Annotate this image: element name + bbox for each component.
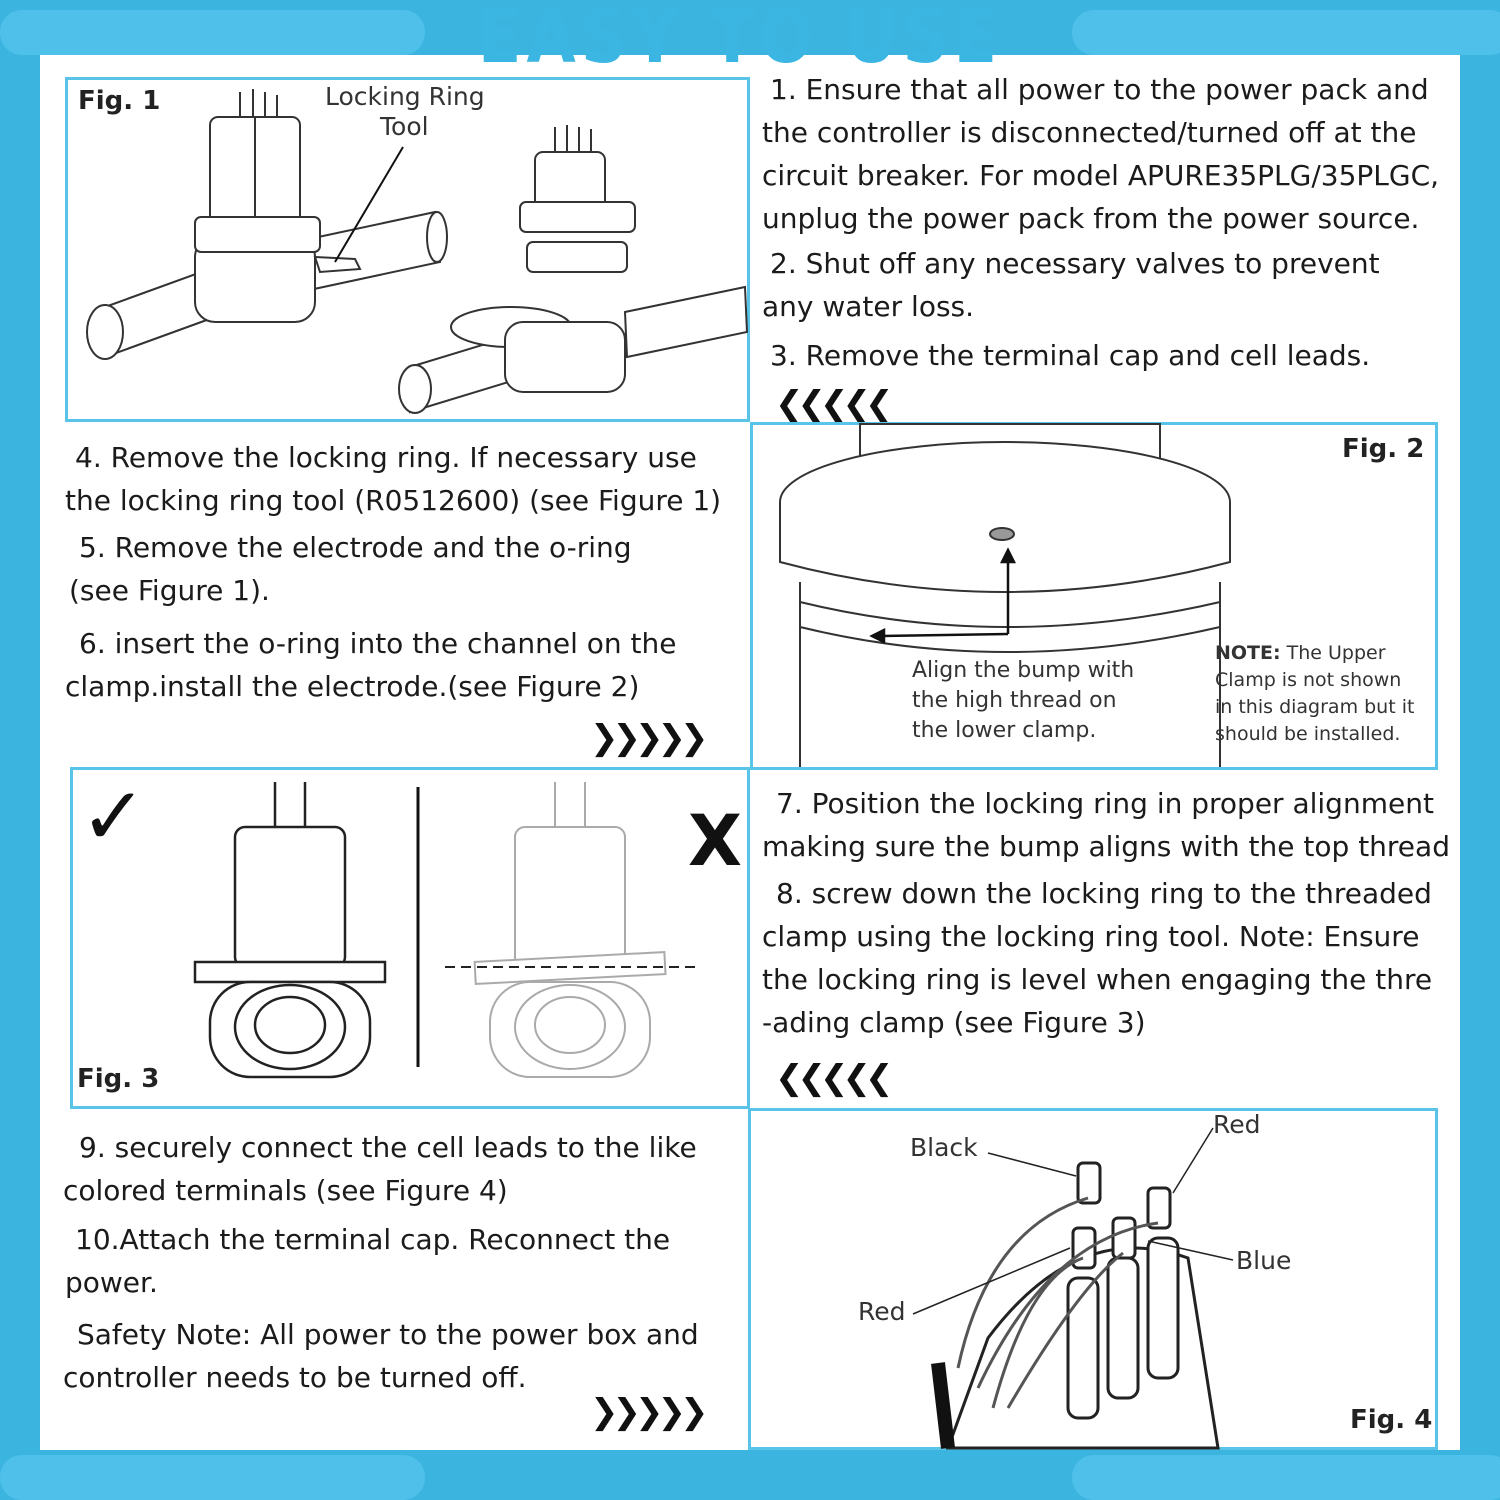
fig1-callout-line1: Locking Ring: [325, 82, 485, 111]
align-note-line: the high thread on: [912, 688, 1117, 713]
step-line: 2. Shut off any necessary valves to prevent: [770, 247, 1380, 280]
note-line: The Upper: [1286, 642, 1386, 664]
step-line: making sure the bump aligns with the top thread: [762, 830, 1450, 863]
frame-bar-top-left: [0, 10, 425, 55]
frame-bar-bottom-left: [0, 1455, 425, 1500]
step-line: power.: [65, 1266, 158, 1299]
step-line: 9. securely connect the cell leads to the like: [79, 1131, 697, 1164]
align-note-line: Align the bump with: [912, 658, 1135, 683]
step-line: the controller is disconnected/turned off at the: [762, 116, 1417, 149]
fig2-align-note: [912, 656, 1134, 746]
lead-label-blue: Blue: [1236, 1246, 1292, 1275]
fig2-label: Fig. 2: [1342, 434, 1425, 464]
step-line: colored terminals (see Figure 4): [63, 1174, 508, 1207]
frame-bar-top-right: [1072, 10, 1500, 55]
fig2-note: [1215, 640, 1414, 748]
note-line: in this diagram but it: [1215, 696, 1415, 718]
arrows-right-icon: ❯❯❯❯❯: [590, 1392, 703, 1432]
arrows-right-icon: ❯❯❯❯❯: [590, 718, 703, 758]
correct-check-icon: ✓: [80, 770, 148, 863]
step-line: circuit breaker. For model APURE35PLG/35PLGC,: [762, 159, 1440, 192]
step-line: any water loss.: [762, 290, 975, 323]
lead-label-black: Black: [910, 1133, 978, 1162]
arrows-left-icon: ❮❮❮❮❮: [775, 384, 888, 424]
fig1-illustration: [65, 77, 750, 422]
step-line: 7. Position the locking ring in proper alignment: [776, 787, 1434, 820]
fig4-illustration: [748, 1108, 1438, 1450]
fig1-label: Fig. 1: [78, 86, 161, 116]
step-line: the locking ring is level when engaging the thre: [762, 963, 1433, 996]
step-line: (see Figure 1).: [69, 574, 270, 607]
fig3-illustration: [70, 767, 750, 1109]
fig4-label: Fig. 4: [1350, 1405, 1433, 1435]
frame-bar-bottom-right: [1072, 1455, 1500, 1500]
step-line: clamp using the locking ring tool. Note: Ensure: [762, 920, 1420, 953]
step-line: 4. Remove the locking ring. If necessary use: [75, 441, 697, 474]
step-line: clamp.install the electrode.(see Figure 2): [65, 670, 640, 703]
step-line: unplug the power pack from the power source.: [762, 202, 1420, 235]
wrong-x-icon: X: [688, 800, 742, 882]
step-line: 10.Attach the terminal cap. Reconnect the: [75, 1223, 671, 1256]
step-line: the locking ring tool (R0512600) (see Figure 1): [65, 484, 722, 517]
steps-7-8: [762, 782, 1462, 1044]
fig1-callout-line2: Tool: [380, 112, 429, 141]
note-line: should be installed.: [1215, 723, 1401, 745]
lead-label-red-left: Red: [858, 1297, 906, 1326]
align-note-line: the lower clamp.: [912, 718, 1097, 743]
lead-label-red-top: Red: [1213, 1110, 1261, 1139]
step-line: 5. Remove the electrode and the o-ring: [79, 531, 632, 564]
steps-4-6: [65, 436, 745, 708]
step-line: 1. Ensure that all power to the power pack and: [770, 73, 1429, 106]
step-line: 8. screw down the locking ring to the threaded: [776, 877, 1432, 910]
step-line: Safety Note: All power to the power box and: [77, 1318, 699, 1351]
step-line: 6. insert the o-ring into the channel on the: [79, 627, 677, 660]
arrows-left-icon: ❮❮❮❮❮: [775, 1058, 888, 1098]
page-title: EASY TO USE: [477, 0, 1003, 80]
steps-1-3: [762, 68, 1462, 377]
fig3-label: Fig. 3: [77, 1064, 160, 1094]
step-line: 3. Remove the terminal cap and cell leads.: [770, 339, 1371, 372]
step-line: -ading clamp (see Figure 3): [762, 1006, 1146, 1039]
note-title: NOTE:: [1215, 642, 1281, 664]
step-line: controller needs to be turned off.: [63, 1361, 527, 1394]
note-line: Clamp is not shown: [1215, 669, 1402, 691]
steps-9-10: [63, 1126, 748, 1399]
